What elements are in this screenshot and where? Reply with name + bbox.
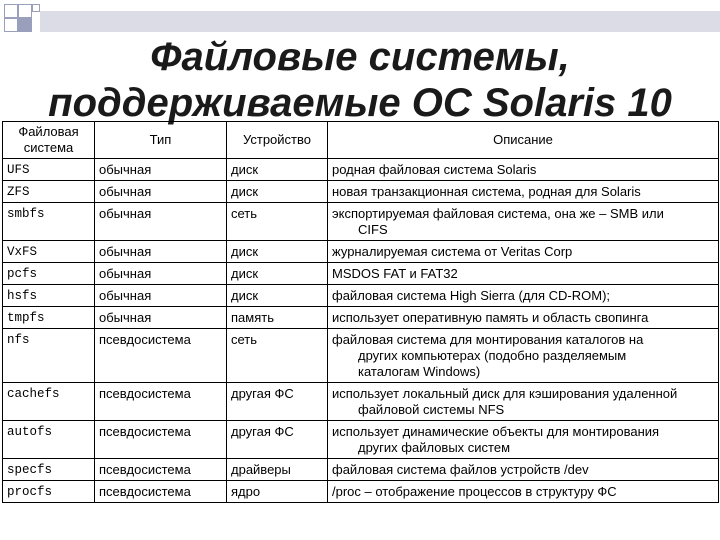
cell-type: обычная [95, 181, 227, 203]
header-type: Тип [95, 122, 227, 159]
table-row [3, 383, 719, 421]
cell-type: обычная [95, 241, 227, 263]
cell-description [328, 383, 719, 421]
description-line: экспортируемая файловая система, она же – SMB или [332, 206, 664, 221]
cell-type: обычная [95, 285, 227, 307]
description-line: родная файловая система Solaris [332, 162, 537, 177]
description-line: файловой системы NFS [358, 402, 505, 417]
description-line: MSDOS FAT и FAT32 [332, 266, 458, 281]
description-line: журналируемая система от Veritas Corp [332, 244, 573, 259]
description-line: новая транзакционная система, родная для Solaris [332, 184, 641, 199]
cell-description [328, 203, 719, 241]
cell-filesystem-name: hsfs [3, 285, 95, 307]
table-row [3, 263, 719, 285]
cell-filesystem-name: autofs [3, 421, 95, 459]
table-row [3, 459, 719, 481]
cell-filesystem-name: cachefs [3, 383, 95, 421]
table-row [3, 329, 719, 383]
filesystems-table [2, 121, 719, 503]
table-row [3, 203, 719, 241]
table-row [3, 285, 719, 307]
description-line: /proc – отображение процессов в структуру ФС [332, 484, 617, 499]
decor-square [4, 4, 18, 18]
decor-square [4, 18, 18, 32]
decor-square [18, 4, 32, 18]
cell-filesystem-name: tmpfs [3, 307, 95, 329]
cell-filesystem-name: procfs [3, 481, 95, 503]
header-filesystem: Файловая система [3, 122, 95, 159]
cell-device: ядро [227, 481, 328, 503]
cell-device: драйверы [227, 459, 328, 481]
header-device: Устройство [227, 122, 328, 159]
table-row [3, 481, 719, 503]
cell-device: сеть [227, 203, 328, 241]
description-line: CIFS [358, 222, 388, 237]
cell-filesystem-name: specfs [3, 459, 95, 481]
title-line-2: поддерживаемые ОС Solaris 10 [48, 81, 672, 125]
cell-device: диск [227, 285, 328, 307]
description-line: файловая система High Sierra (для CD-ROM); [332, 288, 611, 303]
table-row [3, 421, 719, 459]
description-line: файловая система для монтирования каталогов на [332, 332, 644, 347]
description-line: использует локальный диск для кэширования удаленной [332, 386, 678, 401]
cell-device: диск [227, 241, 328, 263]
table-row [3, 181, 719, 203]
slide-title [0, 34, 720, 126]
cell-filesystem-name: nfs [3, 329, 95, 383]
decor-square [18, 18, 32, 32]
cell-filesystem-name: UFS [3, 159, 95, 181]
cell-description [328, 159, 719, 181]
title-line-1: Файловые системы, [150, 35, 570, 79]
cell-description [328, 307, 719, 329]
cell-device: сеть [227, 329, 328, 383]
cell-filesystem-name: smbfs [3, 203, 95, 241]
cell-type: обычная [95, 307, 227, 329]
description-line: использует динамические объекты для монтирования [332, 424, 660, 439]
table-row [3, 159, 719, 181]
cell-type: псевдосистема [95, 383, 227, 421]
cell-description [328, 481, 719, 503]
cell-description [328, 421, 719, 459]
cell-description [328, 329, 719, 383]
cell-description [328, 181, 719, 203]
cell-filesystem-name: ZFS [3, 181, 95, 203]
cell-type: псевдосистема [95, 421, 227, 459]
cell-device: память [227, 307, 328, 329]
header-description: Описание [328, 122, 719, 159]
cell-filesystem-name: pcfs [3, 263, 95, 285]
table-body [3, 159, 719, 503]
cell-description [328, 459, 719, 481]
cell-type: псевдосистема [95, 481, 227, 503]
table-header-row [3, 122, 719, 159]
cell-device: другая ФС [227, 421, 328, 459]
description-line: других компьютерах (подобно разделяемым [358, 348, 627, 363]
cell-description [328, 241, 719, 263]
cell-type: псевдосистема [95, 329, 227, 383]
table-row [3, 307, 719, 329]
cell-type: обычная [95, 203, 227, 241]
description-line: каталогам Windows) [358, 364, 481, 379]
cell-device: диск [227, 159, 328, 181]
cell-description [328, 285, 719, 307]
decor-square [32, 4, 40, 12]
cell-device: диск [227, 263, 328, 285]
cell-device: другая ФС [227, 383, 328, 421]
cell-filesystem-name: VxFS [3, 241, 95, 263]
description-line: файловая система файлов устройств /dev [332, 462, 589, 477]
cell-type: обычная [95, 159, 227, 181]
description-line: использует оперативную память и область свопинга [332, 310, 649, 325]
table-row [3, 241, 719, 263]
cell-type: обычная [95, 263, 227, 285]
cell-device: диск [227, 181, 328, 203]
description-line: других файловых систем [358, 440, 511, 455]
header-decor-bar [40, 11, 720, 32]
cell-type: псевдосистема [95, 459, 227, 481]
cell-description [328, 263, 719, 285]
